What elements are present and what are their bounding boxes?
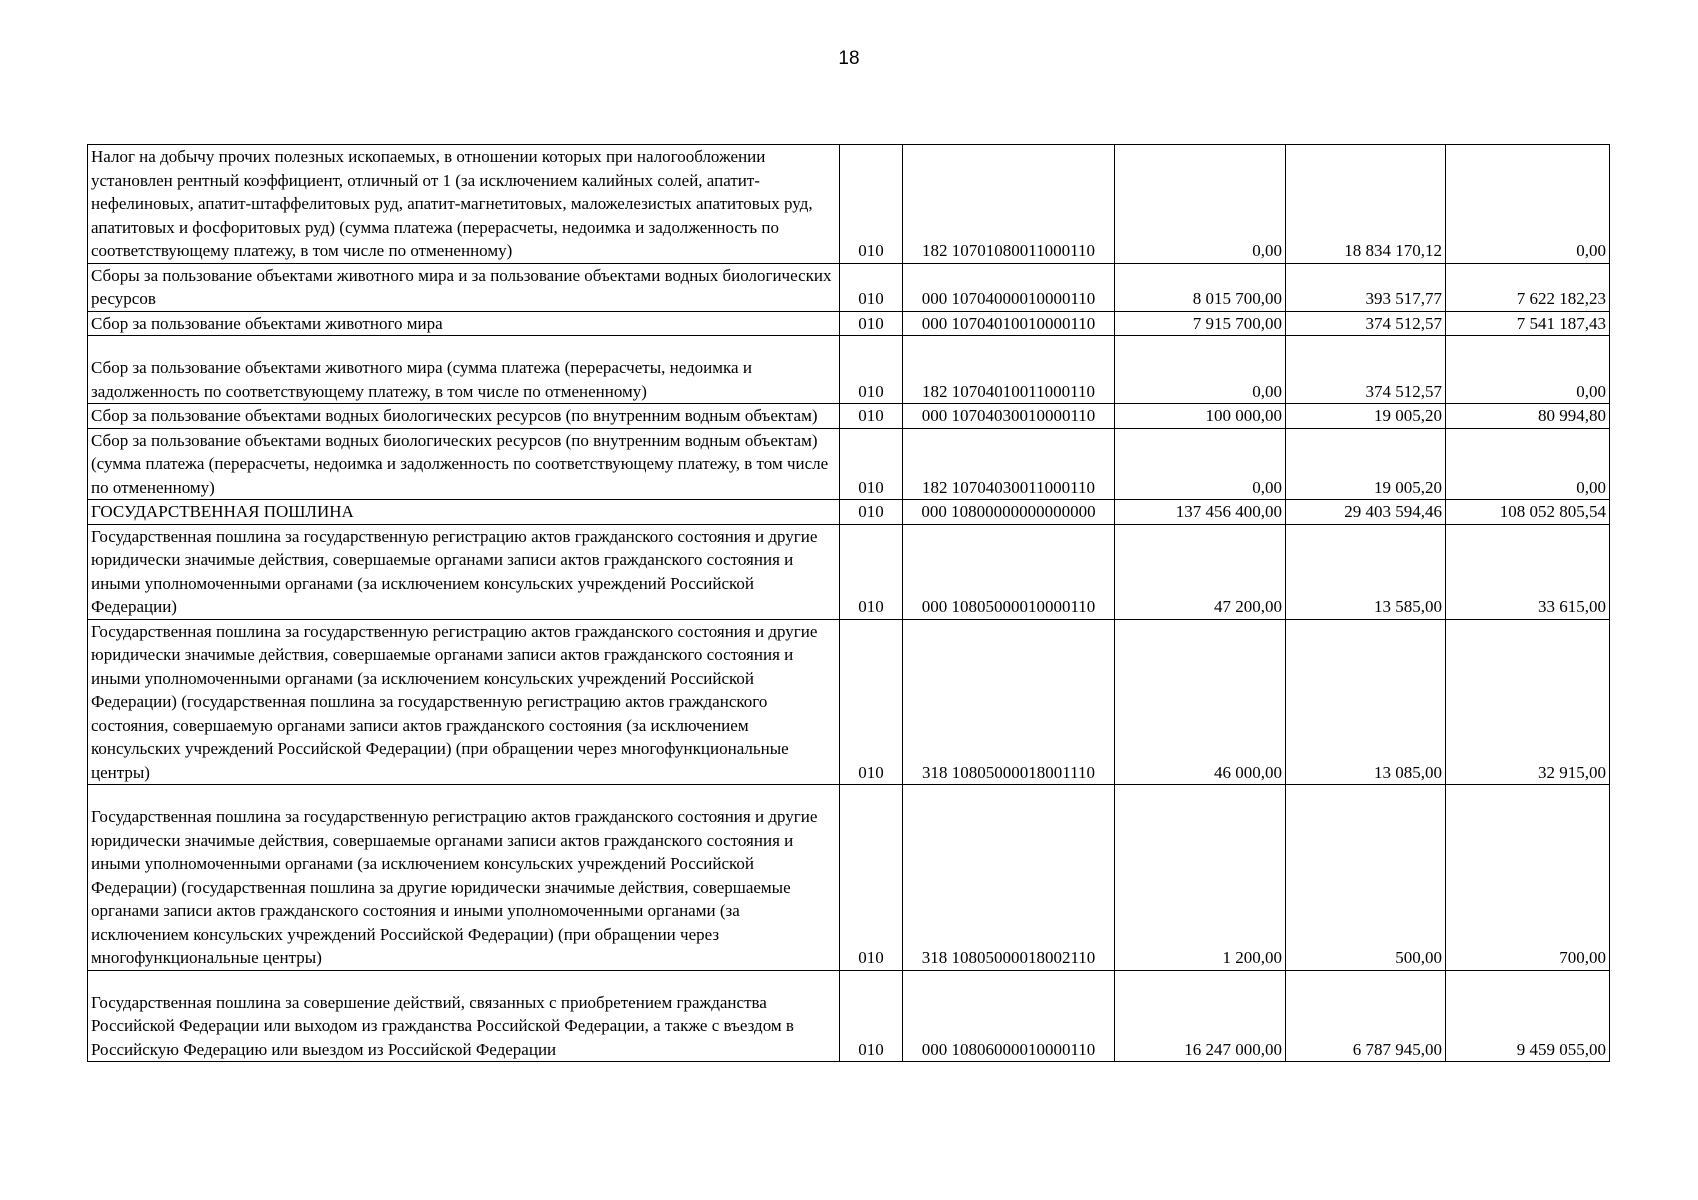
line-code-cell <box>840 500 903 525</box>
table-row <box>88 619 1610 785</box>
cell-text: ГОСУДАРСТВЕННАЯ ПОШЛИНА <box>91 502 354 521</box>
page-number: 18 <box>838 48 860 69</box>
cell-text: 318 10805000018002110 <box>921 948 1096 967</box>
row-name-cell <box>88 311 840 336</box>
classification-code-cell <box>903 619 1115 785</box>
unexecuted-amount-cell <box>1446 311 1610 336</box>
cell-text: 32 915,00 <box>1538 762 1606 782</box>
table-row <box>88 263 1610 311</box>
cell-text: Сбор за пользование объектами животного мира <box>91 313 443 333</box>
table-row <box>88 311 1610 336</box>
row-name-cell <box>88 428 840 500</box>
classification-code-cell <box>903 336 1115 404</box>
cell-text: 000 10806000010000110 <box>921 1039 1096 1059</box>
cell-text: 000 10800000000000000 <box>921 502 1096 521</box>
cell-text: 393 517,77 <box>1365 289 1442 308</box>
approved-amount-cell <box>1115 145 1286 264</box>
row-name-cell <box>88 619 840 785</box>
approved-amount-cell <box>1115 785 1286 971</box>
table-row <box>88 970 1610 1062</box>
line-code-cell <box>840 970 903 1062</box>
cell-text: 9 459 055,00 <box>1516 1039 1606 1059</box>
cell-text: 0,00 <box>1252 381 1282 401</box>
cell-text: 6 787 945,00 <box>1352 1039 1442 1059</box>
cell-text: 182 10704030011000110 <box>922 477 1095 497</box>
row-name-cell <box>88 524 840 619</box>
executed-amount-cell <box>1286 524 1446 619</box>
cell-text: 000 10704000010000110 <box>921 289 1096 308</box>
classification-code-cell <box>903 428 1115 500</box>
table-row <box>88 785 1610 971</box>
row-name-cell <box>88 785 840 971</box>
revenue-table-body <box>88 145 1610 1062</box>
revenue-table <box>87 144 1610 1062</box>
cell-text: 7 541 187,43 <box>1516 313 1606 333</box>
executed-amount-cell <box>1286 145 1446 264</box>
cell-text: Государственная пошлина за государственную регистрацию актов гражданского состояния и другие юридически значимые действия, совершаемые органами записи актов гражданского состояния и иными уполномоченными органами (за исключением консульских учреждений Российской Федерации) <box>91 526 818 616</box>
cell-text: 0,00 <box>1252 477 1282 497</box>
executed-amount-cell <box>1286 970 1446 1062</box>
executed-amount-cell <box>1286 336 1446 404</box>
cell-text: 19 005,20 <box>1374 406 1442 425</box>
unexecuted-amount-cell <box>1446 263 1610 311</box>
approved-amount-cell <box>1115 524 1286 619</box>
cell-text: Налог на добычу прочих полезных ископаемых, в отношении которых при налогообложении установлен рентный коэффициент, отличный от 1 (за исключением калийных солей, апатит-нефелиновых, апатит-штаффелитовых руд, апатит-магнетитовых, маложелезистых апатитовых руд, апатитовых и фосфоритовых руд) (сумма платежа (перерасчеты, недоимка и задолженность по соответствующему платежу, в том числе по отмененному) <box>91 147 813 260</box>
cell-text: 010 <box>858 477 884 497</box>
cell-text: 0,00 <box>1252 241 1282 260</box>
cell-text: 010 <box>858 502 884 521</box>
approved-amount-cell <box>1115 970 1286 1062</box>
cell-text: Сбор за пользование объектами водных биологических ресурсов (по внутренним водным объектам) (сумма платежа (перерасчеты, недоимка и задолженность по соответствующему платежу, в том числе по отмененному) <box>91 430 829 497</box>
unexecuted-amount-cell <box>1446 619 1610 785</box>
unexecuted-amount-cell <box>1446 145 1610 264</box>
cell-text: Сбор за пользование объектами животного мира (сумма платежа (перерасчеты, недоимка и задолженность по соответствующему платежу, в том числе по отмененному) <box>91 358 752 401</box>
cell-text: 100 000,00 <box>1205 406 1282 425</box>
blank-line <box>91 971 836 991</box>
cell-text: 000 10805000010000110 <box>921 597 1096 616</box>
cell-text: 010 <box>858 597 884 616</box>
classification-code-cell <box>903 311 1115 336</box>
unexecuted-amount-cell <box>1446 404 1610 429</box>
row-name-cell <box>88 500 840 525</box>
line-code-cell <box>840 524 903 619</box>
classification-code-cell <box>903 263 1115 311</box>
cell-text: 010 <box>858 948 884 967</box>
cell-text: 182 10701080011000110 <box>922 241 1095 260</box>
approved-amount-cell <box>1115 404 1286 429</box>
cell-text: 0,00 <box>1576 241 1606 260</box>
row-name-cell <box>88 336 840 404</box>
cell-text: 16 247 000,00 <box>1184 1039 1282 1059</box>
unexecuted-amount-cell <box>1446 428 1610 500</box>
unexecuted-amount-cell <box>1446 500 1610 525</box>
cell-text: 108 052 805,54 <box>1499 502 1606 521</box>
approved-amount-cell <box>1115 500 1286 525</box>
cell-text: 137 456 400,00 <box>1175 502 1282 521</box>
cell-text: 13 085,00 <box>1374 762 1442 782</box>
cell-text: 29 403 594,46 <box>1344 502 1442 521</box>
classification-code-cell <box>903 970 1115 1062</box>
executed-amount-cell <box>1286 404 1446 429</box>
row-name-cell <box>88 263 840 311</box>
line-code-cell <box>840 785 903 971</box>
cell-text: 010 <box>858 241 884 260</box>
cell-text: 0,00 <box>1576 381 1606 401</box>
line-code-cell <box>840 336 903 404</box>
blank-line <box>91 336 836 356</box>
cell-text: Сбор за пользование объектами водных биологических ресурсов (по внутренним водным объектам) <box>91 406 818 425</box>
cell-text: 010 <box>858 289 884 308</box>
executed-amount-cell <box>1286 428 1446 500</box>
cell-text: Государственная пошлина за совершение действий, связанных с приобретением гражданства Российской Федерации или выходом из гражданства Российской Федерации, а также с въездом в Российскую Федерацию или выездом из Российской Федерации <box>91 992 794 1059</box>
line-code-cell <box>840 145 903 264</box>
approved-amount-cell <box>1115 311 1286 336</box>
cell-text: 18 834 170,12 <box>1344 241 1442 260</box>
line-code-cell <box>840 428 903 500</box>
classification-code-cell <box>903 404 1115 429</box>
cell-text: 318 10805000018001110 <box>922 762 1095 782</box>
classification-code-cell <box>903 500 1115 525</box>
cell-text: 500,00 <box>1395 948 1442 967</box>
row-name-cell <box>88 970 840 1062</box>
table-row <box>88 336 1610 404</box>
line-code-cell <box>840 619 903 785</box>
executed-amount-cell <box>1286 500 1446 525</box>
cell-text: 010 <box>858 762 884 782</box>
cell-text: 13 585,00 <box>1374 597 1442 616</box>
approved-amount-cell <box>1115 336 1286 404</box>
cell-text: Государственная пошлина за государственную регистрацию актов гражданского состояния и другие юридически значимые действия, совершаемые органами записи актов гражданского состояния и иными уполномоченными органами (за исключением консульских учреждений Российской Федерации) (государственная пошлина за другие юридически значимые действия, совершаемые органами записи актов гражданского состояния и иными уполномоченными органами (за исключением консульских учреждений Российской Федерации) (при обращении через многофункциональные центры) <box>91 807 818 967</box>
cell-text: 1 200,00 <box>1222 948 1282 967</box>
cell-text: 010 <box>858 406 884 425</box>
blank-line <box>91 785 836 805</box>
table-row <box>88 404 1610 429</box>
table-row <box>88 500 1610 525</box>
cell-text: 374 512,57 <box>1365 381 1442 401</box>
cell-text: 010 <box>858 381 884 401</box>
table-row <box>88 428 1610 500</box>
row-name-cell <box>88 404 840 429</box>
line-code-cell <box>840 263 903 311</box>
approved-amount-cell <box>1115 263 1286 311</box>
cell-text: 19 005,20 <box>1374 477 1442 497</box>
cell-text: 010 <box>858 313 884 333</box>
executed-amount-cell <box>1286 311 1446 336</box>
cell-text: 33 615,00 <box>1538 597 1606 616</box>
cell-text: 46 000,00 <box>1214 762 1282 782</box>
cell-text: 700,00 <box>1559 948 1606 967</box>
cell-text: Сборы за пользование объектами животного мира и за пользование объектами водных биологических ресурсов <box>91 265 832 308</box>
cell-text: 374 512,57 <box>1365 313 1442 333</box>
line-code-cell <box>840 311 903 336</box>
unexecuted-amount-cell <box>1446 524 1610 619</box>
executed-amount-cell <box>1286 785 1446 971</box>
unexecuted-amount-cell <box>1446 970 1610 1062</box>
cell-text: 010 <box>858 1039 884 1059</box>
approved-amount-cell <box>1115 428 1286 500</box>
cell-text: 8 015 700,00 <box>1192 289 1282 308</box>
approved-amount-cell <box>1115 619 1286 785</box>
unexecuted-amount-cell <box>1446 336 1610 404</box>
classification-code-cell <box>903 524 1115 619</box>
table-row <box>88 524 1610 619</box>
cell-text: Государственная пошлина за государственную регистрацию актов гражданского состояния и другие юридически значимые действия, совершаемые органами записи актов гражданского состояния и иными уполномоченными органами (за исключением консульских учреждений Российской Федерации) (государственная пошлина за государственную регистрацию актов гражданского состояния, совершаемую органами записи актов гражданского состояния (за исключением консульских учреждений Российской Федерации) (при обращении через многофункциональные центры) <box>91 621 818 782</box>
executed-amount-cell <box>1286 619 1446 785</box>
cell-text: 000 10704030010000110 <box>921 406 1096 425</box>
cell-text: 0,00 <box>1576 477 1606 497</box>
classification-code-cell <box>903 785 1115 971</box>
classification-code-cell <box>903 145 1115 264</box>
cell-text: 7 915 700,00 <box>1192 313 1282 333</box>
cell-text: 182 10704010011000110 <box>922 381 1095 401</box>
line-code-cell <box>840 404 903 429</box>
table-row <box>88 145 1610 264</box>
cell-text: 7 622 182,23 <box>1516 289 1606 308</box>
row-name-cell <box>88 145 840 264</box>
unexecuted-amount-cell <box>1446 785 1610 971</box>
executed-amount-cell <box>1286 263 1446 311</box>
cell-text: 000 10704010010000110 <box>921 313 1096 333</box>
cell-text: 47 200,00 <box>1214 597 1282 616</box>
cell-text: 80 994,80 <box>1538 406 1606 425</box>
